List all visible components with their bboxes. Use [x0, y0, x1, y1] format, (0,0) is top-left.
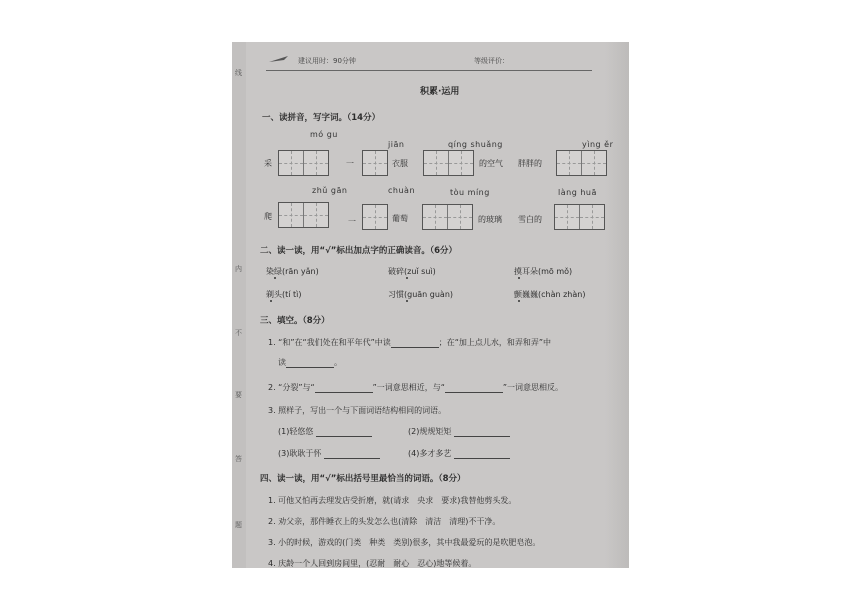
word-text: 的玻璃 [478, 215, 502, 224]
question-option: (4)多才多艺 [408, 448, 510, 459]
question-option: (2)规规矩矩 [408, 426, 510, 437]
emphasis-dot [518, 277, 520, 279]
writing-grid[interactable] [423, 150, 474, 176]
word-text: 胖胖的 [518, 159, 542, 168]
question-option: (1)轻悠悠 [278, 426, 372, 437]
pinyin: yìng ěr [582, 140, 614, 149]
reading-item[interactable]: 习惯(guān guàn) [388, 290, 454, 299]
word-text: 爬 [264, 212, 272, 221]
answer-blank[interactable] [454, 449, 510, 459]
section-1-heading: 一、读拼音，写字词。（14分） [262, 113, 381, 123]
emphasis-dot [270, 300, 272, 302]
pen-icon [268, 54, 290, 64]
section-4-heading: 四、读一读，用“√”标出括号里最恰当的词语。（8分） [260, 474, 466, 484]
emphasis-dot [406, 300, 408, 302]
answer-blank[interactable] [316, 427, 372, 437]
word-text: 雪白的 [518, 215, 542, 224]
reading-item[interactable]: 摸耳朵(mō mǒ) [514, 267, 573, 276]
writing-grid[interactable] [278, 150, 329, 176]
writing-grid[interactable] [362, 204, 388, 230]
word-text: 衣服 [392, 159, 408, 168]
margin-char: 答 [235, 455, 242, 463]
pinyin: làng huā [558, 188, 597, 197]
question-text: 1. “和”在“我们处在和平年代”中读 ；在“加上点儿水，和弄和弄”中 [268, 338, 552, 347]
pinyin: mó gu [310, 130, 338, 139]
reading-item[interactable]: 染绿(rān yǎn) [266, 267, 319, 276]
writing-grid[interactable] [554, 204, 605, 230]
margin-char: 不 [235, 329, 242, 337]
pinyin: qíng shuǎng [448, 140, 503, 149]
answer-blank[interactable] [445, 383, 503, 393]
reading-item[interactable]: 破碎(zuǐ suì) [388, 267, 436, 276]
reading-item[interactable]: 剃头(tí tì) [266, 290, 302, 299]
suggested-time: 建议用时：90分钟 [298, 57, 356, 65]
section-title: 积累·运用 [420, 87, 460, 97]
question-text: 读 。 [278, 358, 342, 367]
margin-char: 内 [235, 265, 242, 273]
margin-char: 题 [235, 521, 242, 529]
word-text: 葡萄 [392, 214, 408, 223]
word-text: 一 [348, 217, 356, 226]
header-rule [266, 70, 592, 71]
writing-grid[interactable] [278, 202, 329, 228]
writing-grid[interactable] [422, 204, 473, 230]
margin-char: 要 [235, 391, 242, 399]
question-text: 2. “分裂”与“ ”一词意思相近，与“ ”一词意思相反。 [268, 383, 564, 392]
reading-item[interactable]: 颤巍巍(chàn zhàn) [514, 290, 586, 299]
answer-blank[interactable] [391, 338, 439, 348]
choice-item[interactable]: 4. 庆龄一个人回到房间里，(忍耐 耐心 忍心)地等候着。 [268, 559, 477, 568]
margin-char: 线 [235, 69, 242, 77]
question-text: 3. 照样子，写出一个与下面词语结构相同的词语。 [268, 406, 447, 415]
section-2-heading: 二、读一读，用“√”标出加点字的正确读音。（6分） [260, 246, 458, 256]
question-option: (3)耿耿于怀 [278, 448, 380, 459]
answer-blank[interactable] [315, 383, 373, 393]
word-text: 的空气 [479, 159, 503, 168]
emphasis-dot [518, 300, 520, 302]
pinyin: jiān [388, 140, 405, 149]
worksheet-photo [232, 42, 629, 568]
writing-grid[interactable] [556, 150, 607, 176]
answer-blank[interactable] [286, 358, 334, 368]
choice-item[interactable]: 1. 可他又怕再去理发店受折磨，就(请求 央求 要求)我替他剪头发。 [268, 496, 517, 505]
page-edge [605, 42, 629, 568]
pinyin: zhǔ gān [312, 186, 348, 195]
section-3-heading: 三、填空。（8分） [260, 316, 330, 326]
emphasis-dot [406, 277, 408, 279]
word-text: 一 [346, 159, 354, 168]
emphasis-dot [274, 277, 276, 279]
choice-item[interactable]: 2. 劝父亲，那件睡衣上的头发怎么也(清除 清洁 清理)不干净。 [268, 517, 501, 526]
pinyin: tòu míng [450, 188, 490, 197]
word-text: 采 [264, 159, 272, 168]
writing-grid[interactable] [362, 150, 388, 176]
grade-label: 等级评价： [474, 57, 509, 65]
choice-item[interactable]: 3. 小的时候，游戏的(门类 种类 类别)很多，其中我最爱玩的是吹肥皂泡。 [268, 538, 541, 547]
answer-blank[interactable] [324, 449, 380, 459]
pinyin: chuàn [388, 186, 416, 195]
answer-blank[interactable] [454, 427, 510, 437]
binding-margin [232, 42, 246, 568]
